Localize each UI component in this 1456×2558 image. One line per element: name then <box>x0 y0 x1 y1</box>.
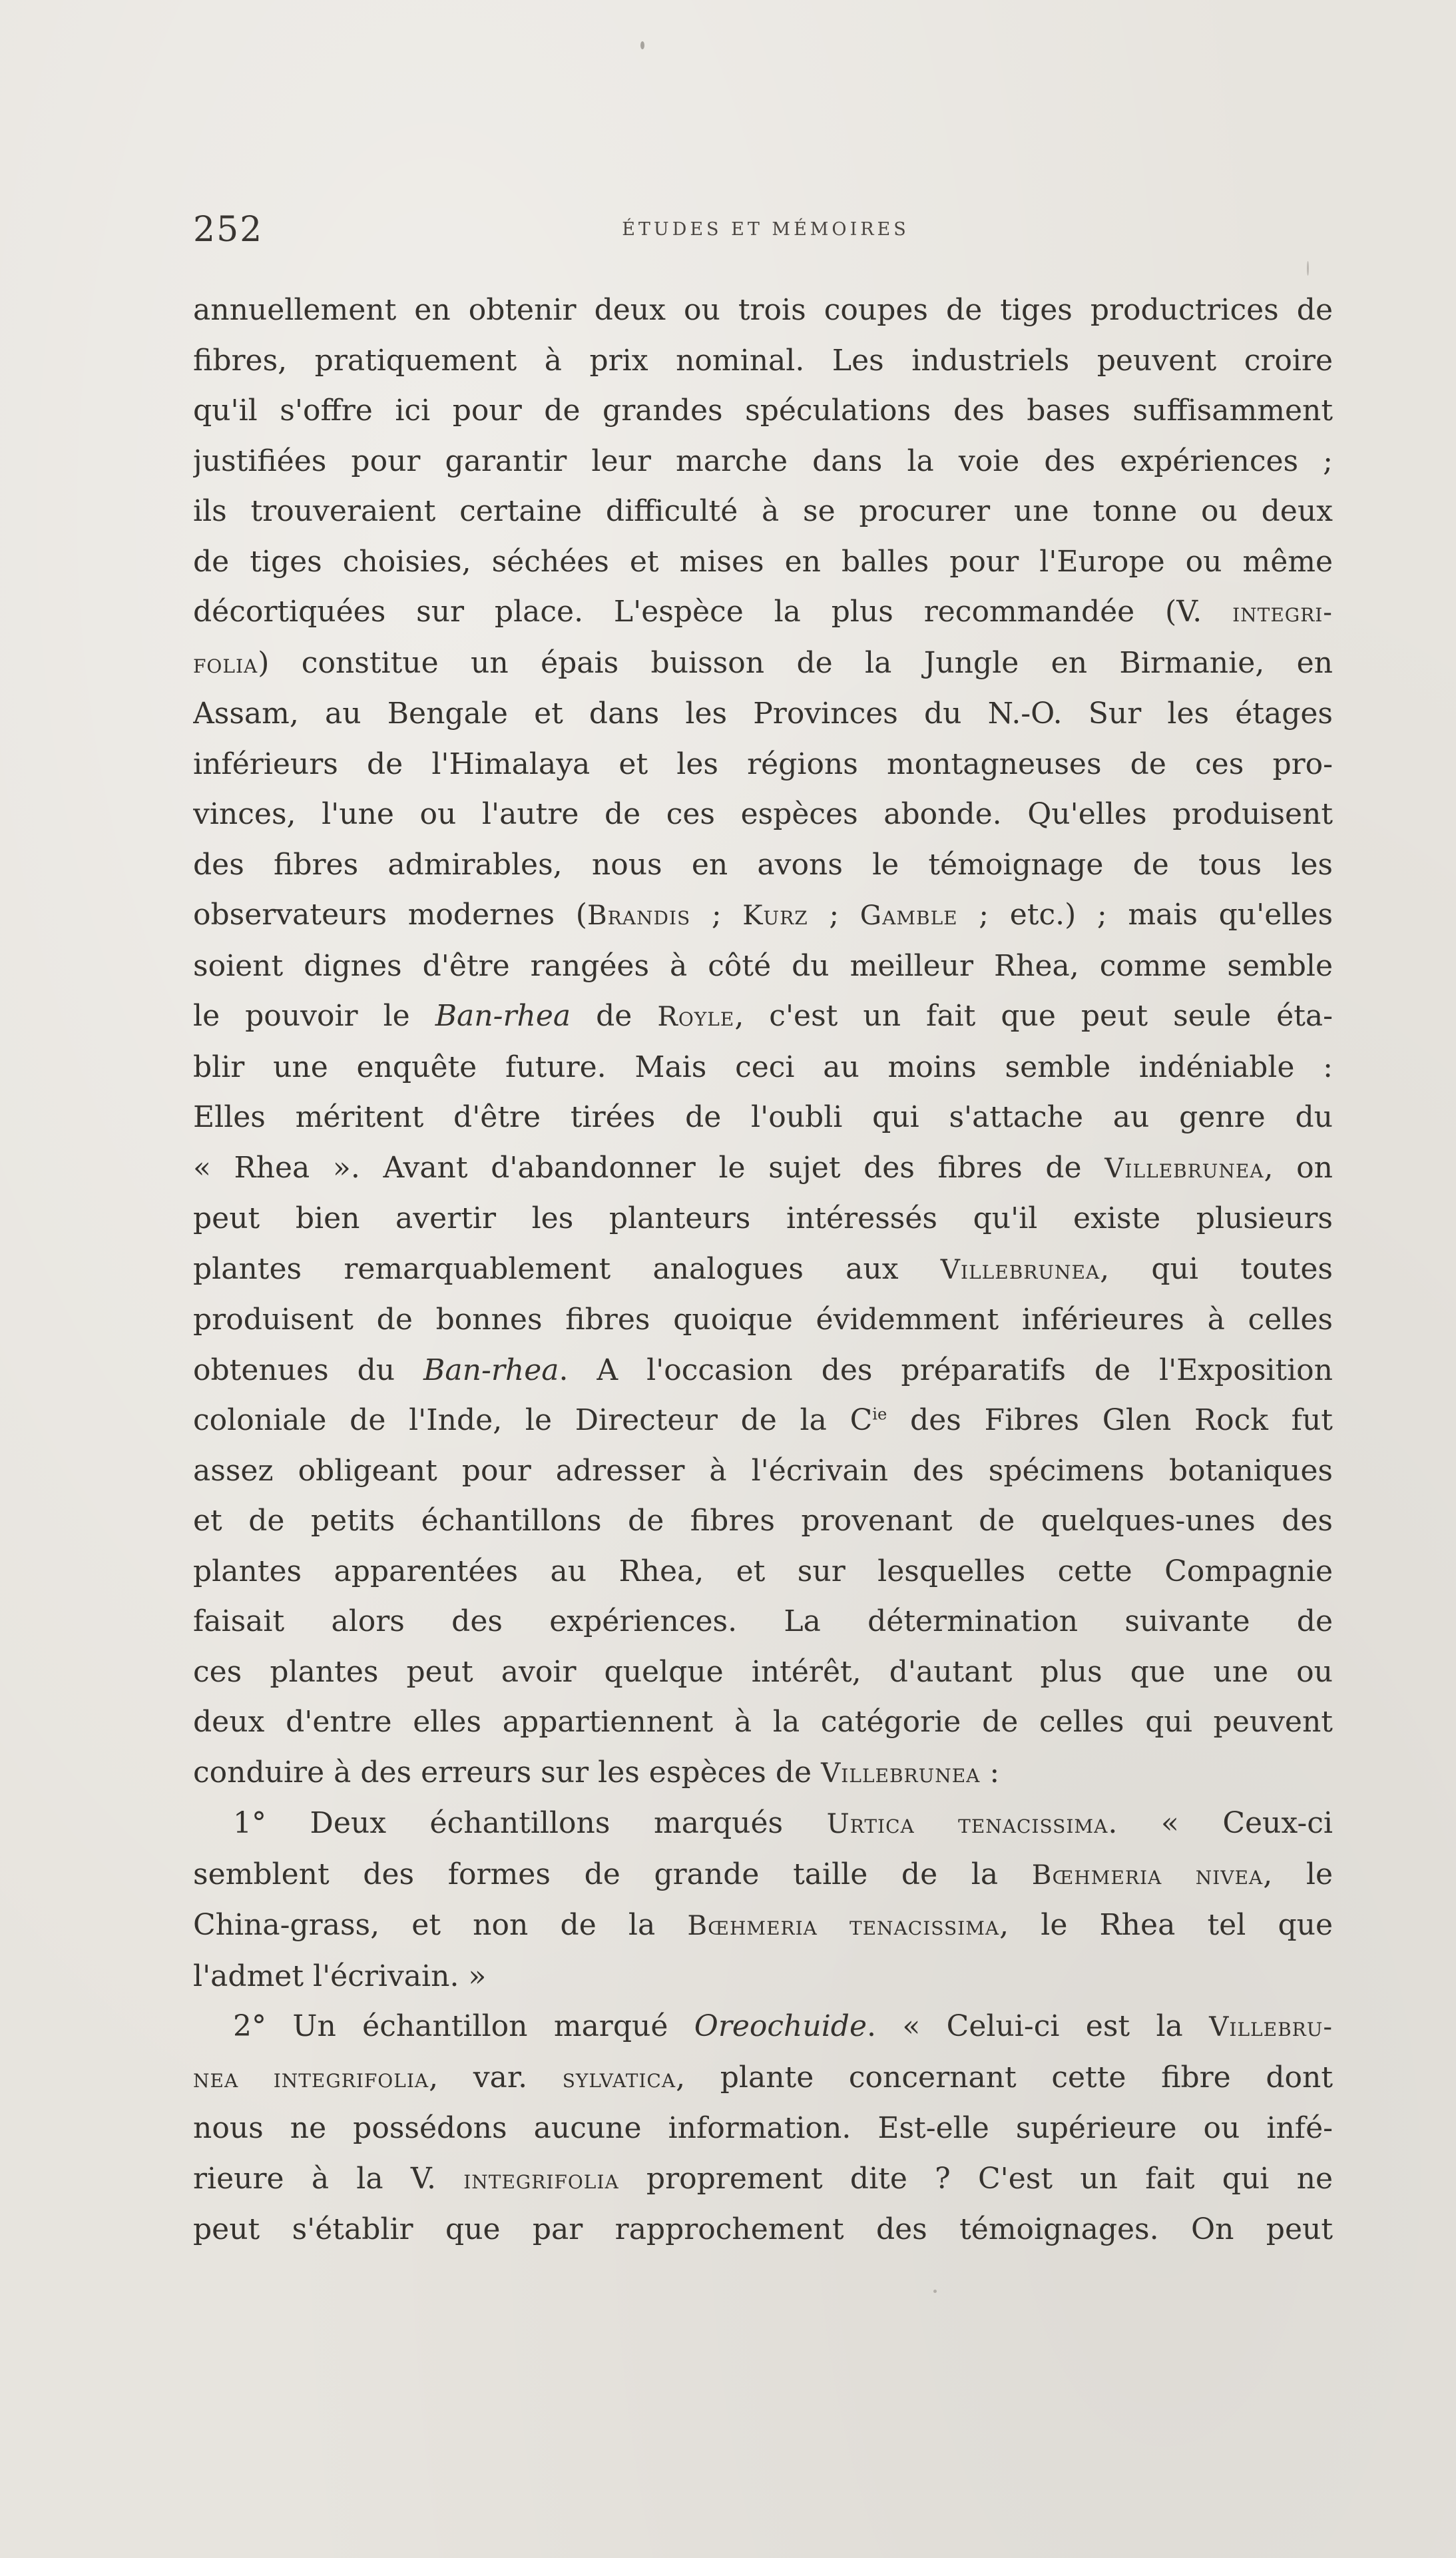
text-run: observateurs modernes ( <box>193 898 587 932</box>
text-line <box>193 1295 1333 1345</box>
text-line <box>193 2154 1333 2205</box>
text-line <box>193 1092 1333 1143</box>
text-line <box>193 2103 1333 2154</box>
text-run: , le <box>1263 1857 1333 1891</box>
small-caps-name: Bœhmeria tenacissima <box>687 1909 1000 1941</box>
text-run: vinces, l'une ou l'autre de ces espèces abonde. Qu'elles produisent <box>193 797 1333 831</box>
text-run: assez obligeant pour adresser à l'écrivain des spécimens botaniques <box>193 1453 1333 1488</box>
text-line <box>193 1596 1333 1647</box>
text-run: , plante concernant cette fibre dont <box>676 2060 1333 2094</box>
running-title: ÉTUDES ET MÉMOIRES <box>622 219 909 240</box>
text-run: . « Celui-ci est la <box>867 2009 1210 2043</box>
text-line <box>193 1395 1333 1446</box>
text-line <box>193 1900 1333 1951</box>
text-run: et de petits échantillons de fibres provenant de quelques-unes des <box>193 1504 1333 1538</box>
small-caps-name: Villebrunea <box>1104 1151 1264 1184</box>
text-run: . « Ceux-ci <box>1108 1806 1333 1840</box>
page-header <box>193 210 1338 250</box>
text-line <box>193 789 1333 840</box>
text-line <box>193 1546 1333 1597</box>
text-run: peut bien avertir les planteurs intéressés qu'il existe plusieurs <box>193 1201 1333 1235</box>
text-run: l'admet l'écrivain. » <box>193 1959 487 1993</box>
text-line <box>193 1798 1333 1849</box>
text-line <box>193 336 1333 386</box>
text-run: peut s'établir que par rapprochement des témoignages. On peut <box>193 2212 1333 2246</box>
print-speck <box>640 41 644 49</box>
text-run: proprement dite ? C'est un fait qui ne <box>618 2161 1333 2196</box>
text-run: ils trouveraient certaine difficulté à se procurer une tonne ou deux <box>193 494 1333 528</box>
text-line <box>193 689 1333 739</box>
small-caps-name: Urtica tenacissima <box>826 1807 1108 1839</box>
text-run: coloniale de l'Inde, le Directeur de la C <box>193 1403 873 1437</box>
text-run: décortiquées sur place. L'espèce la plus recommandée (V. <box>193 595 1233 629</box>
small-caps-name: Villebru- <box>1209 2011 1333 2043</box>
print-speck <box>1307 261 1309 276</box>
text-run: justifiées pour garantir leur marche dans la voie des expériences ; <box>193 444 1333 478</box>
text-line <box>193 941 1333 992</box>
text-line <box>193 991 1333 1042</box>
small-caps-name: integri- <box>1232 596 1333 628</box>
text-run: « Rhea ». Avant d'abandonner le sujet des fibres de <box>193 1150 1105 1185</box>
text-line <box>193 386 1333 436</box>
text-run: de tiges choisies, séchées et mises en balles pour l'Europe ou même <box>193 544 1333 579</box>
text-run: Elles méritent d'être tirées de l'oubli qui s'attache au genre du <box>193 1100 1333 1134</box>
text-line <box>193 2001 1333 2053</box>
small-caps-name: Royle <box>657 1000 735 1032</box>
small-caps-name: Villebrunea <box>821 1756 981 1789</box>
text-run: produisent de bonnes fibres quoique évidemment inférieures à celles <box>193 1303 1333 1337</box>
text-line <box>193 2204 1333 2255</box>
text-line <box>193 486 1333 537</box>
text-line <box>193 1697 1333 1748</box>
text-run: 2° Un échantillon marqué <box>233 2009 694 2043</box>
text-run: nous ne possédons aucune information. Est-elle supérieure ou infé- <box>193 2111 1333 2145</box>
text-run: China-grass, et non de la <box>193 1908 688 1942</box>
small-caps-name: Villebrunea <box>940 1253 1100 1285</box>
small-caps-name: folia <box>193 647 258 679</box>
text-line <box>193 537 1333 587</box>
text-line <box>193 739 1333 790</box>
text-run: plantes remarquablement analogues aux <box>193 1251 941 1286</box>
text-line <box>193 436 1333 487</box>
text-run: annuellement en obtenir deux ou trois coupes de tiges productrices de <box>193 293 1333 327</box>
text-line <box>193 1193 1333 1244</box>
text-line <box>193 587 1333 638</box>
italic-term: Ban-rhea <box>423 1353 559 1387</box>
text-run: de <box>571 999 658 1033</box>
text-line <box>193 840 1333 890</box>
text-run: faisait alors des expériences. La détermination suivante de <box>193 1604 1333 1638</box>
text-run: plantes apparentées au Rhea, et sur lesquelles cette Compagnie <box>193 1554 1333 1588</box>
text-run: Assam, au Bengale et dans les Provinces du N.-O. Sur les étages <box>193 697 1333 731</box>
small-caps-name: Bœhmeria nivea <box>1031 1858 1264 1891</box>
text-run: obtenues du <box>193 1353 424 1387</box>
print-speck <box>933 2290 937 2293</box>
text-line <box>193 1042 1333 1093</box>
small-caps-name: Kurz <box>742 899 808 931</box>
text-run: , le Rhea tel que <box>999 1908 1333 1942</box>
text-line <box>193 1849 1333 1901</box>
text-line <box>193 1496 1333 1546</box>
text-run: ; etc.) ; mais qu'elles <box>957 898 1333 932</box>
text-run: 1° Deux échantillons marqués <box>233 1806 827 1840</box>
text-run: ; <box>808 898 860 932</box>
text-run: inférieurs de l'Himalaya et les régions montagneuses de ces pro- <box>193 747 1333 781</box>
text-line <box>193 1143 1333 1194</box>
text-run: , qui toutes <box>1100 1251 1333 1286</box>
text-run: fibres, pratiquement à prix nominal. Les industriels peuvent croire <box>193 343 1333 378</box>
text-run: ces plantes peut avoir quelque intérêt, d'autant plus que une ou <box>193 1654 1333 1689</box>
text-run: . A l'occasion des préparatifs de l'Exposition <box>559 1353 1333 1387</box>
text-run: ) constitue un épais buisson de la Jungle en Birmanie, en <box>258 645 1333 680</box>
text-run: deux d'entre elles appartiennent à la catégorie de celles qui peuvent <box>193 1705 1333 1739</box>
small-caps-name: integrifolia <box>463 2162 619 2195</box>
page-number: 252 <box>193 210 264 250</box>
text-run: blir une enquête future. Mais ceci au moins semble indéniable : <box>193 1050 1333 1084</box>
text-run: rieure à la V. <box>193 2161 464 2196</box>
text-run: des Fibres Glen Rock fut <box>887 1403 1333 1437</box>
text-run: qu'il s'offre ici pour de grandes spéculations des bases suffisamment <box>193 394 1333 428</box>
text-line <box>193 1345 1333 1396</box>
text-line <box>193 1446 1333 1496</box>
text-line <box>193 638 1333 689</box>
text-run: ; <box>690 898 743 932</box>
text-run: le pouvoir le <box>193 999 435 1033</box>
text-line <box>193 2053 1333 2104</box>
small-caps-name: Gamble <box>859 899 958 931</box>
text-run: semblent des formes de grande taille de la <box>193 1857 1032 1891</box>
italic-term: Ban-rhea <box>435 999 571 1033</box>
small-caps-name: sylvatica <box>562 2061 676 2094</box>
text-run: , var. <box>429 2060 563 2094</box>
small-caps-name: nea integrifolia <box>193 2061 429 2094</box>
text-run: , on <box>1264 1150 1333 1185</box>
text-line <box>193 1951 1333 2002</box>
superscript: ie <box>872 1405 887 1424</box>
text-line <box>193 890 1333 941</box>
text-run: , c'est un fait que peut seule éta- <box>734 999 1333 1033</box>
text-run: soient dignes d'être rangées à côté du meilleur Rhea, comme semble <box>193 948 1333 983</box>
body-text <box>193 285 1333 2255</box>
text-line <box>193 1244 1333 1295</box>
italic-term: Oreochuide <box>694 2009 867 2043</box>
small-caps-name: Brandis <box>587 899 691 931</box>
text-line <box>193 285 1333 336</box>
text-line <box>193 1748 1333 1799</box>
text-run: conduire à des erreurs sur les espèces de <box>193 1755 822 1789</box>
text-run: : <box>980 1755 1000 1789</box>
text-run: des fibres admirables, nous en avons le témoignage de tous les <box>193 847 1333 882</box>
text-line <box>193 1647 1333 1698</box>
